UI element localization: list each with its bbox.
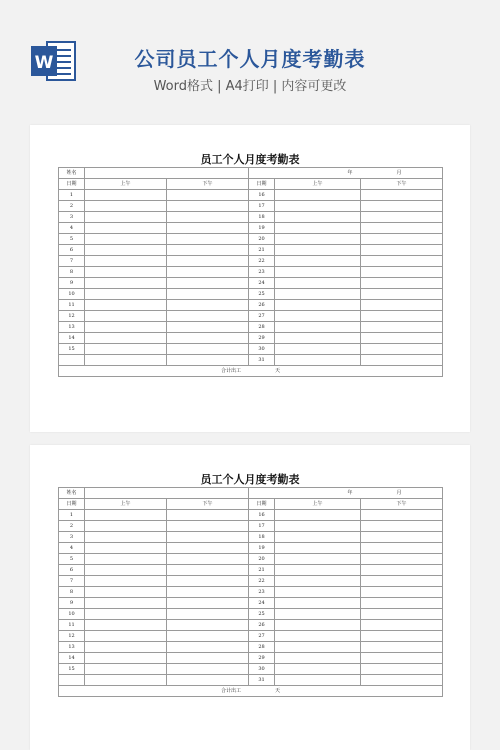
pm-cell[interactable] <box>361 190 443 201</box>
am-cell[interactable] <box>85 201 167 212</box>
day-number: 5 <box>59 234 85 245</box>
day-number: 11 <box>59 620 85 631</box>
pm-cell[interactable] <box>361 631 443 642</box>
day-number: 13 <box>59 322 85 333</box>
day-number: 2 <box>59 201 85 212</box>
pm-cell[interactable] <box>167 256 249 267</box>
am-cell[interactable] <box>85 355 167 366</box>
table-row <box>59 653 443 664</box>
pm-cell[interactable] <box>361 355 443 366</box>
pm-cell[interactable] <box>361 532 443 543</box>
pm-cell[interactable] <box>167 245 249 256</box>
table-row <box>59 587 443 598</box>
am-cell[interactable] <box>85 631 167 642</box>
am-cell[interactable] <box>85 576 167 587</box>
am-cell[interactable] <box>275 565 361 576</box>
day-number: 8 <box>59 267 85 278</box>
total-unit: 天 <box>275 368 281 374</box>
table-row <box>59 355 443 366</box>
am-cell[interactable] <box>85 300 167 311</box>
day-number: 9 <box>59 598 85 609</box>
table-row <box>59 344 443 355</box>
table-row <box>59 190 443 201</box>
day-number: 21 <box>249 565 275 576</box>
pm-header: 下午 <box>167 179 249 190</box>
am-cell[interactable] <box>85 609 167 620</box>
table-row <box>59 631 443 642</box>
day-number: 4 <box>59 543 85 554</box>
day-number: 8 <box>59 587 85 598</box>
am-cell[interactable] <box>275 212 361 223</box>
day-number: 14 <box>59 333 85 344</box>
day-number: 24 <box>249 278 275 289</box>
pm-header: 下午 <box>361 499 443 510</box>
pm-cell[interactable] <box>167 234 249 245</box>
am-cell[interactable] <box>85 532 167 543</box>
sheet-page-2 <box>30 445 470 750</box>
am-cell[interactable] <box>85 653 167 664</box>
word-icon-letter: W <box>34 53 54 73</box>
table-row <box>59 322 443 333</box>
attendance-table <box>58 167 443 377</box>
day-number: 20 <box>249 234 275 245</box>
day-number: 22 <box>249 256 275 267</box>
pm-cell[interactable] <box>167 565 249 576</box>
table-row <box>59 675 443 686</box>
pm-cell[interactable] <box>167 267 249 278</box>
pm-cell[interactable] <box>167 311 249 322</box>
am-cell[interactable] <box>275 289 361 300</box>
am-cell[interactable] <box>275 322 361 333</box>
day-number: 23 <box>249 587 275 598</box>
am-cell[interactable] <box>275 234 361 245</box>
pm-cell[interactable] <box>361 620 443 631</box>
pm-cell[interactable] <box>361 642 443 653</box>
day-number: 30 <box>249 344 275 355</box>
am-cell[interactable] <box>85 267 167 278</box>
table-row <box>59 256 443 267</box>
name-label: 姓名 <box>59 488 85 499</box>
table-row <box>59 543 443 554</box>
am-cell[interactable] <box>275 653 361 664</box>
am-cell[interactable] <box>85 620 167 631</box>
am-cell[interactable] <box>275 576 361 587</box>
am-cell[interactable] <box>85 587 167 598</box>
table-row <box>59 510 443 521</box>
name-value-cell[interactable] <box>85 488 249 499</box>
day-number: 27 <box>249 311 275 322</box>
month-label: 月 <box>396 170 402 176</box>
day-number: 2 <box>59 521 85 532</box>
pm-cell[interactable] <box>361 653 443 664</box>
day-number: 25 <box>249 289 275 300</box>
day-number: 23 <box>249 267 275 278</box>
total-cell[interactable] <box>59 686 443 697</box>
date-header: 日期 <box>59 179 85 190</box>
pm-cell[interactable] <box>361 344 443 355</box>
pm-cell[interactable] <box>167 322 249 333</box>
pm-cell[interactable] <box>167 609 249 620</box>
pm-cell[interactable] <box>167 510 249 521</box>
pm-cell[interactable] <box>167 576 249 587</box>
am-cell[interactable] <box>85 322 167 333</box>
day-number: 22 <box>249 576 275 587</box>
am-cell[interactable] <box>275 278 361 289</box>
am-header: 上午 <box>275 179 361 190</box>
total-row <box>59 366 443 377</box>
pm-cell[interactable] <box>361 311 443 322</box>
pm-cell[interactable] <box>361 212 443 223</box>
pm-cell[interactable] <box>167 554 249 565</box>
table-row <box>59 664 443 675</box>
table-row <box>59 234 443 245</box>
pm-cell[interactable] <box>167 532 249 543</box>
am-cell[interactable] <box>275 587 361 598</box>
table-row <box>59 223 443 234</box>
pm-cell[interactable] <box>167 212 249 223</box>
day-number: 10 <box>59 289 85 300</box>
day-number: 14 <box>59 653 85 664</box>
am-cell[interactable] <box>85 212 167 223</box>
day-number: 16 <box>249 190 275 201</box>
pm-cell[interactable] <box>167 653 249 664</box>
day-number: 3 <box>59 532 85 543</box>
pm-header: 下午 <box>167 499 249 510</box>
table-row <box>59 620 443 631</box>
am-cell[interactable] <box>85 664 167 675</box>
am-cell[interactable] <box>275 598 361 609</box>
table-row <box>59 521 443 532</box>
day-number: 18 <box>249 212 275 223</box>
pm-cell[interactable] <box>167 587 249 598</box>
am-cell[interactable] <box>275 675 361 686</box>
am-cell[interactable] <box>275 190 361 201</box>
year-label: 年 <box>347 490 353 496</box>
am-cell[interactable] <box>85 245 167 256</box>
am-cell[interactable] <box>275 311 361 322</box>
pm-cell[interactable] <box>167 278 249 289</box>
banner <box>0 0 500 112</box>
am-cell[interactable] <box>85 598 167 609</box>
am-cell[interactable] <box>275 201 361 212</box>
day-number: 3 <box>59 212 85 223</box>
am-cell[interactable] <box>275 521 361 532</box>
year-month-cell[interactable] <box>249 168 443 179</box>
pm-header: 下午 <box>361 179 443 190</box>
pm-cell[interactable] <box>167 333 249 344</box>
day-number: 27 <box>249 631 275 642</box>
am-cell[interactable] <box>85 256 167 267</box>
day-number: 17 <box>249 521 275 532</box>
pm-cell[interactable] <box>167 620 249 631</box>
pm-cell[interactable] <box>361 510 443 521</box>
am-cell[interactable] <box>85 510 167 521</box>
day-number: 21 <box>249 245 275 256</box>
pm-cell[interactable] <box>167 664 249 675</box>
sheet-title: 员工个人月度考勤表 <box>200 473 300 486</box>
am-cell[interactable] <box>275 355 361 366</box>
name-value-cell[interactable] <box>85 168 249 179</box>
pm-cell[interactable] <box>361 576 443 587</box>
day-number: 16 <box>249 510 275 521</box>
day-number: 5 <box>59 554 85 565</box>
table-row <box>59 609 443 620</box>
am-cell[interactable] <box>85 289 167 300</box>
empty-day-cell <box>59 675 85 686</box>
day-number: 26 <box>249 300 275 311</box>
pm-cell[interactable] <box>167 355 249 366</box>
day-number: 29 <box>249 653 275 664</box>
am-cell[interactable] <box>275 609 361 620</box>
day-number: 20 <box>249 554 275 565</box>
am-header: 上午 <box>85 499 167 510</box>
am-cell[interactable] <box>85 190 167 201</box>
pm-cell[interactable] <box>361 278 443 289</box>
pm-cell[interactable] <box>361 598 443 609</box>
table-row <box>59 576 443 587</box>
am-cell[interactable] <box>275 344 361 355</box>
am-cell[interactable] <box>275 543 361 554</box>
pm-cell[interactable] <box>361 300 443 311</box>
table-row <box>59 598 443 609</box>
pm-cell[interactable] <box>361 267 443 278</box>
day-number: 6 <box>59 565 85 576</box>
day-number: 25 <box>249 609 275 620</box>
pm-cell[interactable] <box>167 543 249 554</box>
am-header: 上午 <box>85 179 167 190</box>
table-row <box>59 642 443 653</box>
am-cell[interactable] <box>85 344 167 355</box>
am-cell[interactable] <box>85 278 167 289</box>
name-row <box>59 488 443 499</box>
am-cell[interactable] <box>275 631 361 642</box>
pm-cell[interactable] <box>361 223 443 234</box>
total-label: 合计出工 <box>220 368 241 374</box>
pm-cell[interactable] <box>167 631 249 642</box>
day-number: 31 <box>249 675 275 686</box>
pm-cell[interactable] <box>167 201 249 212</box>
table-row <box>59 311 443 322</box>
total-unit: 天 <box>275 688 281 694</box>
am-cell[interactable] <box>85 223 167 234</box>
date-header: 日期 <box>249 179 275 190</box>
header-row <box>59 499 443 510</box>
pm-cell[interactable] <box>361 201 443 212</box>
pm-cell[interactable] <box>361 289 443 300</box>
day-number: 28 <box>249 322 275 333</box>
pm-cell[interactable] <box>167 223 249 234</box>
pm-cell[interactable] <box>361 245 443 256</box>
am-cell[interactable] <box>275 664 361 675</box>
day-number: 26 <box>249 620 275 631</box>
day-number: 7 <box>59 576 85 587</box>
am-cell[interactable] <box>85 311 167 322</box>
day-number: 19 <box>249 543 275 554</box>
day-number: 1 <box>59 190 85 201</box>
table-row <box>59 300 443 311</box>
pm-cell[interactable] <box>361 609 443 620</box>
am-cell[interactable] <box>85 543 167 554</box>
name-row <box>59 168 443 179</box>
day-number: 29 <box>249 333 275 344</box>
day-number: 11 <box>59 300 85 311</box>
day-number: 30 <box>249 664 275 675</box>
day-number: 18 <box>249 532 275 543</box>
day-number: 28 <box>249 642 275 653</box>
am-cell[interactable] <box>275 300 361 311</box>
sheet-title: 员工个人月度考勤表 <box>200 153 300 166</box>
month-label: 月 <box>396 490 402 496</box>
table-row <box>59 278 443 289</box>
pm-cell[interactable] <box>167 642 249 653</box>
empty-day-cell <box>59 355 85 366</box>
pm-cell[interactable] <box>361 664 443 675</box>
day-number: 17 <box>249 201 275 212</box>
pm-cell[interactable] <box>167 675 249 686</box>
table-row <box>59 267 443 278</box>
table-row <box>59 333 443 344</box>
pm-cell[interactable] <box>361 554 443 565</box>
pm-cell[interactable] <box>361 256 443 267</box>
am-cell[interactable] <box>85 642 167 653</box>
am-cell[interactable] <box>275 256 361 267</box>
total-row <box>59 686 443 697</box>
am-cell[interactable] <box>85 333 167 344</box>
name-label: 姓名 <box>59 168 85 179</box>
pm-cell[interactable] <box>361 675 443 686</box>
am-cell[interactable] <box>275 554 361 565</box>
day-number: 12 <box>59 631 85 642</box>
banner-title: 公司员工个人月度考勤表 <box>134 47 366 71</box>
year-month-cell[interactable] <box>249 488 443 499</box>
am-cell[interactable] <box>275 620 361 631</box>
table-row <box>59 554 443 565</box>
am-cell[interactable] <box>85 554 167 565</box>
total-label: 合计出工 <box>220 688 241 694</box>
day-number: 24 <box>249 598 275 609</box>
table-row <box>59 565 443 576</box>
day-number: 9 <box>59 278 85 289</box>
header-row <box>59 179 443 190</box>
am-cell[interactable] <box>275 510 361 521</box>
pm-cell[interactable] <box>361 234 443 245</box>
day-number: 6 <box>59 245 85 256</box>
pm-cell[interactable] <box>361 587 443 598</box>
am-cell[interactable] <box>85 565 167 576</box>
table-row <box>59 289 443 300</box>
date-header: 日期 <box>59 499 85 510</box>
table-row <box>59 201 443 212</box>
pm-cell[interactable] <box>167 300 249 311</box>
sheet-page-1 <box>30 125 470 432</box>
banner-subtitle: Word格式 | A4打印 | 内容可更改 <box>153 79 347 94</box>
pm-cell[interactable] <box>167 190 249 201</box>
day-number: 4 <box>59 223 85 234</box>
year-label: 年 <box>347 170 353 176</box>
day-number: 7 <box>59 256 85 267</box>
attendance-table <box>58 487 443 697</box>
pm-cell[interactable] <box>361 521 443 532</box>
am-cell[interactable] <box>275 333 361 344</box>
day-number: 10 <box>59 609 85 620</box>
am-cell[interactable] <box>275 245 361 256</box>
pm-cell[interactable] <box>361 543 443 554</box>
am-cell[interactable] <box>85 234 167 245</box>
day-number: 19 <box>249 223 275 234</box>
table-row <box>59 212 443 223</box>
pm-cell[interactable] <box>361 322 443 333</box>
am-header: 上午 <box>275 499 361 510</box>
am-cell[interactable] <box>85 675 167 686</box>
am-cell[interactable] <box>85 521 167 532</box>
am-cell[interactable] <box>275 532 361 543</box>
am-cell[interactable] <box>275 223 361 234</box>
date-header: 日期 <box>249 499 275 510</box>
pm-cell[interactable] <box>361 565 443 576</box>
pm-cell[interactable] <box>167 289 249 300</box>
day-number: 31 <box>249 355 275 366</box>
table-row <box>59 245 443 256</box>
day-number: 12 <box>59 311 85 322</box>
day-number: 15 <box>59 664 85 675</box>
am-cell[interactable] <box>275 642 361 653</box>
day-number: 15 <box>59 344 85 355</box>
day-number: 13 <box>59 642 85 653</box>
total-cell[interactable] <box>59 366 443 377</box>
am-cell[interactable] <box>275 267 361 278</box>
day-number: 1 <box>59 510 85 521</box>
pm-cell[interactable] <box>167 598 249 609</box>
pm-cell[interactable] <box>167 521 249 532</box>
pm-cell[interactable] <box>361 333 443 344</box>
pm-cell[interactable] <box>167 344 249 355</box>
table-row <box>59 532 443 543</box>
